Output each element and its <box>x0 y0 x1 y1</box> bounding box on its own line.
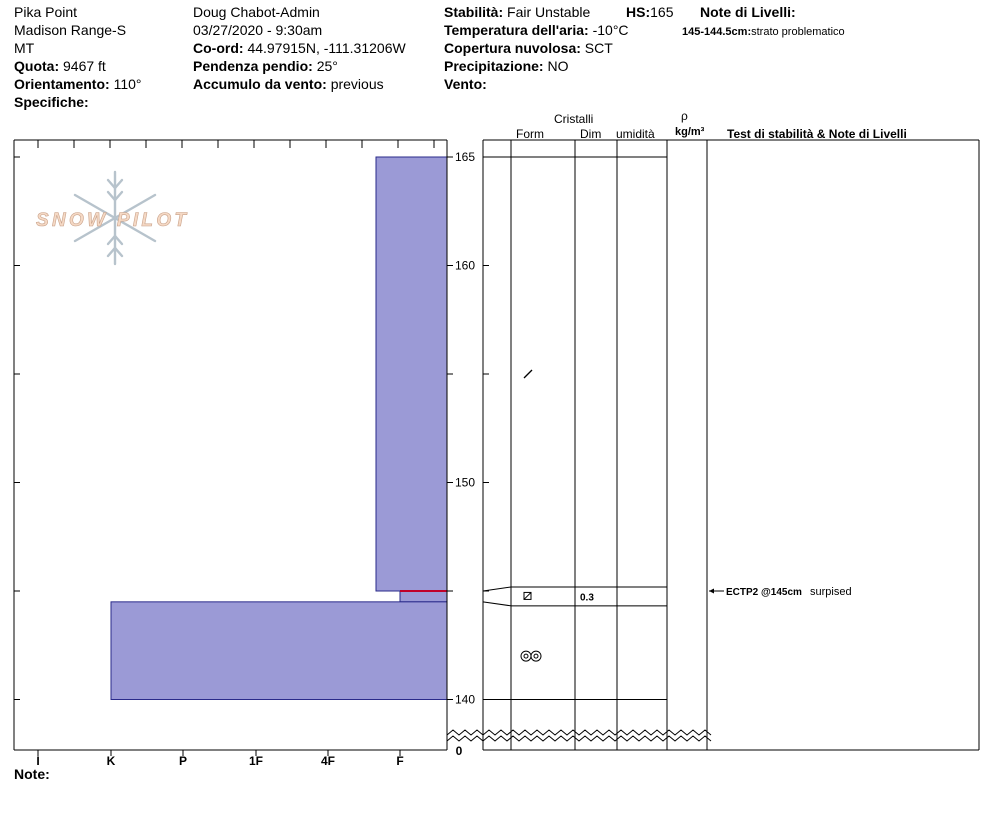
form-header: Form <box>516 127 544 141</box>
stability-value: Fair Unstable <box>507 4 591 20</box>
elevation-value: 9467 ft <box>63 58 106 74</box>
wind-label: Vento: <box>444 76 487 92</box>
hardness-label-1F: 1F <box>248 754 264 768</box>
moisture-header: umidità <box>616 127 655 141</box>
grain-records <box>521 370 594 661</box>
logo-text: SNOW PILOT <box>36 210 186 231</box>
stability-tests-header: Test di stabilità & Note di Livelli <box>727 127 907 141</box>
aspect-label: Orientamento: <box>14 76 110 92</box>
melt-forms-icon <box>521 651 541 661</box>
hardness-label-4F: 4F <box>320 754 336 768</box>
depth-tick-label-140: 140 <box>454 692 476 707</box>
coord-label: Co-ord: <box>193 40 244 56</box>
hs-value: 165 <box>650 4 674 20</box>
location-name: Pika Point <box>14 4 78 20</box>
slope-label: Pendenza pendio: <box>193 58 313 74</box>
density-unit-header: kg/m³ <box>675 126 705 138</box>
crystals-header: Cristalli <box>554 112 594 126</box>
row-connector-top <box>483 587 511 591</box>
rho-header: ρ <box>681 109 688 123</box>
slope-value: 25° <box>316 58 338 74</box>
observation-datetime: 03/27/2020 - 9:30am <box>193 22 323 38</box>
hardness-axis <box>36 750 403 768</box>
depth-tick-label-150: 150 <box>454 475 476 490</box>
stability-test-markers <box>709 586 852 598</box>
notes-label: Note: <box>14 766 50 782</box>
hardness-label-F: F <box>396 754 404 768</box>
observer-name: Doug Chabot-Admin <box>193 4 320 20</box>
stability-label: Stabilità: <box>444 4 504 20</box>
depth-tick-label-160: 160 <box>454 258 476 273</box>
layer-note-range: 145-144.5cm: <box>682 26 752 38</box>
hardness-label-K: K <box>106 754 116 768</box>
wind-loading-label: Accumulo da vento: <box>193 76 327 92</box>
precip-value: NO <box>547 58 569 74</box>
test-code: ECTP2 @145cm <box>726 587 802 598</box>
air-temp-label: Temperatura dell'aria: <box>444 22 589 38</box>
hardness-label-I: I <box>36 754 40 768</box>
grain-size-value: 0.3 <box>580 592 594 604</box>
axis-break-zigzag-1 <box>447 736 711 741</box>
hardness-label-P: P <box>178 754 188 768</box>
elevation-label: Quota: <box>14 58 60 74</box>
layer-1 <box>400 591 447 602</box>
layer-note-text: strato problematico <box>751 26 845 38</box>
aspect-value: 110° <box>113 76 142 92</box>
precipitation-particles-icon <box>524 370 532 378</box>
hs-label: HS: <box>626 4 651 20</box>
depth-tick-label-165: 165 <box>454 150 476 164</box>
wind-loading-value: previous <box>330 76 384 92</box>
size-header: Dim <box>580 127 602 141</box>
coord-value: 44.97915N, -111.31206W <box>247 40 406 56</box>
test-note: surpised <box>810 586 852 598</box>
test-pointer-arrow-icon <box>709 589 714 594</box>
air-temp-value: -10°C <box>592 22 629 38</box>
state-name: MT <box>14 40 35 56</box>
specifics-label: Specifiche: <box>14 94 89 110</box>
sky-label: Copertura nuvolosa: <box>444 40 581 56</box>
hardness-layers <box>111 157 447 700</box>
layer-0 <box>376 157 447 591</box>
sky-value: SCT <box>584 40 613 56</box>
row-connector-bottom <box>483 602 511 606</box>
axis-break-zigzag-0 <box>447 730 711 735</box>
faceted-crystals-icon <box>524 592 531 599</box>
snowpilot-logo <box>36 172 187 264</box>
precip-label: Precipitazione: <box>444 58 544 74</box>
layer-notes-label: Note di Livelli: <box>700 4 796 20</box>
layer-2 <box>111 602 447 700</box>
axis-break-label: 0 <box>455 744 463 758</box>
range-name: Madison Range-S <box>14 22 127 38</box>
